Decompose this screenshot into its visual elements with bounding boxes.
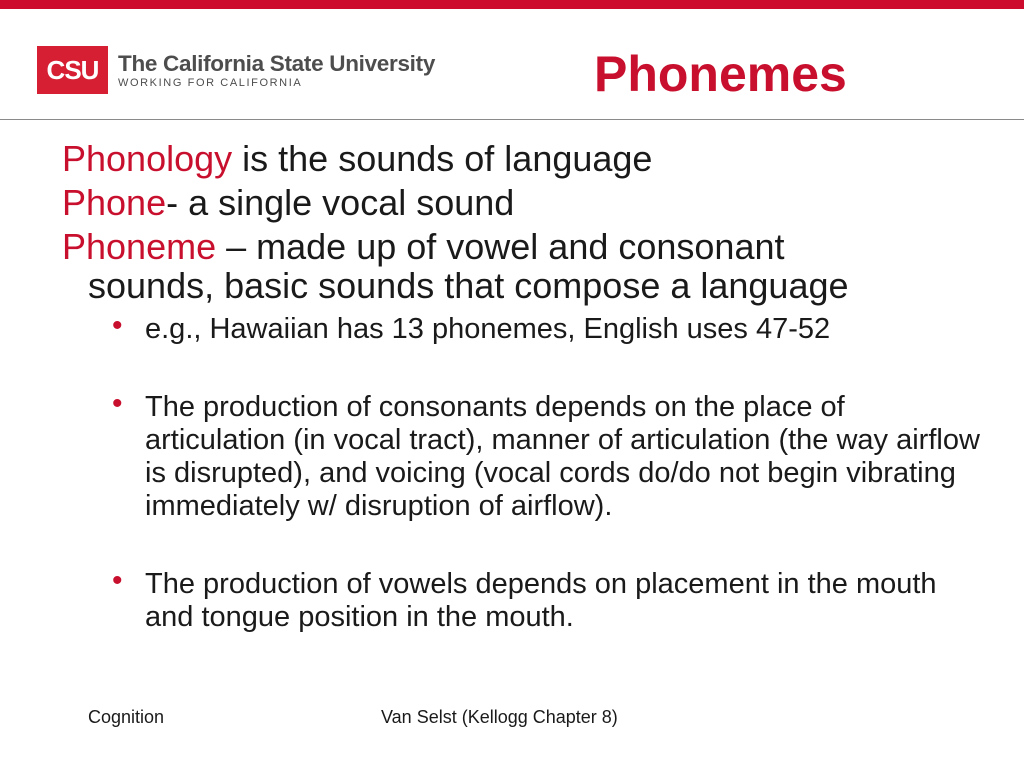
definition-text: is the sounds of language	[232, 138, 653, 179]
footer-source: Van Selst (Kellogg Chapter 8)	[381, 707, 618, 727]
definition-text: - a single vocal sound	[166, 182, 515, 223]
definition-term: Phone	[62, 182, 167, 223]
top-accent-bar	[0, 0, 1024, 9]
bullet-text: e.g., Hawaiian has 13 phonemes, English uses 47-52	[145, 313, 831, 345]
csu-logo-text	[118, 51, 435, 90]
bullet-item	[112, 387, 992, 523]
bullet-item	[112, 564, 992, 634]
definition-continuation: sounds, basic sounds that compose a language	[88, 265, 849, 306]
slide-title: Phonemes	[594, 46, 847, 102]
bullet-item	[112, 309, 992, 346]
logo-tagline: WORKING FOR CALIFORNIA	[118, 76, 303, 89]
slide-body	[62, 137, 992, 634]
header-divider	[0, 119, 1024, 120]
definition-line	[62, 225, 992, 269]
definition-line	[62, 137, 992, 181]
definition-term: Phonology	[62, 138, 233, 179]
bullet-text: The production of vowels depends on placement in the mouth and tongue position in the mouth.	[145, 568, 937, 633]
definition-text: – made up of vowel and consonant	[216, 226, 785, 267]
csu-logo	[37, 46, 435, 94]
bullet-dot-icon: •	[112, 564, 123, 597]
logo-name: The California State University	[118, 50, 436, 76]
bullet-dot-icon: •	[112, 387, 123, 420]
csu-logo-mark: CSU	[37, 46, 108, 94]
bullet-text: The production of consonants depends on the place of articulation (in vocal tract), manner of articulation (the way airflow is disrupted), and voicing (vocal cords do/do not begin vibrating immediately w/ disruption of airflow).	[145, 391, 980, 522]
definition-line	[62, 181, 992, 225]
bullet-dot-icon: •	[112, 309, 123, 342]
bullet-list	[62, 309, 992, 634]
footer-course: Cognition	[88, 707, 165, 727]
definition-term: Phoneme	[62, 226, 217, 267]
